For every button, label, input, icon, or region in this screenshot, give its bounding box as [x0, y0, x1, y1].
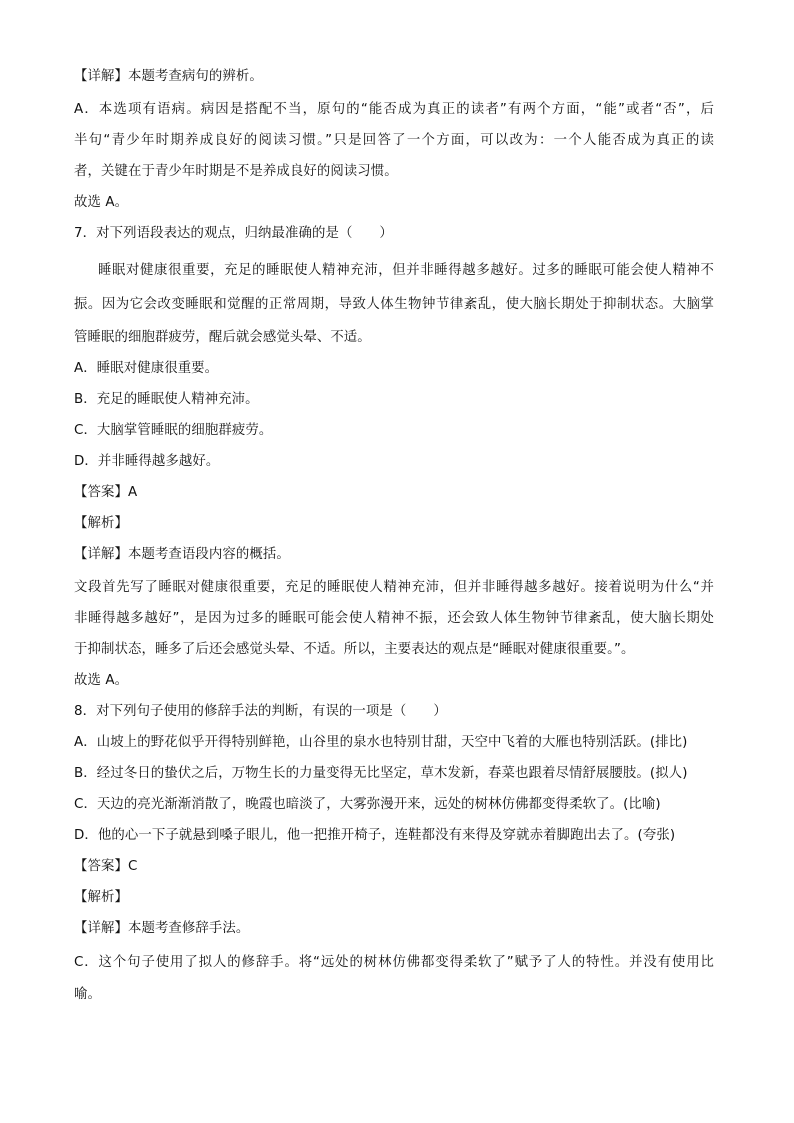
q8-analysis-line: 喻。: [74, 987, 101, 1002]
q6-analysis-line: A．本选项有语病。病因是搭配不当，原句的“能否成为真正的读者”有两个方面，“能”或者“否”，后: [74, 102, 714, 117]
q8-analysis-line: C．这个句子使用了拟人的修辞手。将“远处的树林仿佛都变得柔软了”赋予了人的特性。并没有使用比: [74, 955, 714, 970]
q7-analysis-line: 于抑制状态，睡多了后还会感觉头晕、不适。所以，主要表达的观点是“睡眠对健康很重要。”。: [74, 642, 635, 657]
q7-option-b: B．充足的睡眠使人精神充沛。: [74, 392, 259, 407]
q6-conclusion: 故选 A。: [74, 195, 129, 210]
q6-analysis-line: 半句“青少年时期养成良好的阅读习惯。”只是回答了一个方面，可以改为：一个人能否成为真正的读: [74, 133, 714, 148]
q7-stem: 7．对下列语段表达的观点，归纳最准确的是（ ）: [74, 226, 393, 241]
q7-analysis-line: 文段首先写了睡眠对健康很重要，充足的睡眠使人精神充沛，但并非睡得越多越好。接着说明为什么“并: [74, 580, 714, 595]
q6-analysis-line: 者，关键在于青少年时期是不是养成良好的阅读习惯。: [74, 164, 398, 179]
q8-option-b: B．经过冬日的蛰伏之后，万物生长的力量变得无比坚定，草木发新，春菜也跟着尽情舒展腰肢。(拟人): [74, 766, 688, 781]
q7-passage-line: 睡眠对健康很重要，充足的睡眠使人精神充沛，但并非睡得越多越好。过多的睡眠可能会使人精神不: [98, 263, 714, 278]
q7-conclusion: 故选 A。: [74, 673, 129, 688]
q7-analysis-label: 【解析】: [74, 516, 128, 531]
q7-passage-line: 振。因为它会改变睡眠和觉醒的正常周期，导致人体生物钟节律紊乱，使大脑长期处于抑制状态。大脑掌: [74, 297, 714, 312]
q6-detail: 【详解】本题考查病句的辨析。: [74, 69, 263, 84]
q7-detail: 【详解】本题考查语段内容的概括。: [74, 547, 290, 562]
q8-detail: 【详解】本题考查修辞手法。: [74, 921, 250, 936]
q7-analysis-line: 非睡得越多越好”，是因为过多的睡眠可能会使人精神不振，还会致人体生物钟节律紊乱，使大脑长期处: [74, 611, 714, 626]
q8-option-d: D．他的心一下子就悬到嗓子眼儿，他一把推开椅子，连鞋都没有来得及穿就赤着脚跑出去了。(夸张): [74, 828, 676, 843]
q7-passage-line: 管睡眠的细胞群疲劳，醒后就会感觉头晕、不适。: [74, 330, 371, 345]
q7-answer: 【答案】A: [74, 485, 138, 500]
q8-answer: 【答案】C: [74, 859, 138, 874]
q8-stem: 8．对下列句子使用的修辞手法的判断，有误的一项是（ ）: [74, 704, 447, 719]
q8-analysis-label: 【解析】: [74, 890, 128, 905]
q7-option-a: A．睡眠对健康很重要。: [74, 361, 219, 376]
q8-option-c: C．天边的亮光渐渐消散了，晚霞也暗淡了，大雾弥漫开来，远处的树林仿佛都变得柔软了。(比喻): [74, 797, 661, 812]
q8-option-a: A．山坡上的野花似乎开得特别鲜艳，山谷里的泉水也特别甘甜，天空中飞着的大雁也特别活跃。(排比): [74, 735, 688, 750]
q7-option-d: D．并非睡得越多越好。: [74, 454, 220, 469]
q7-option-c: C．大脑掌管睡眠的细胞群疲劳。: [74, 423, 273, 438]
